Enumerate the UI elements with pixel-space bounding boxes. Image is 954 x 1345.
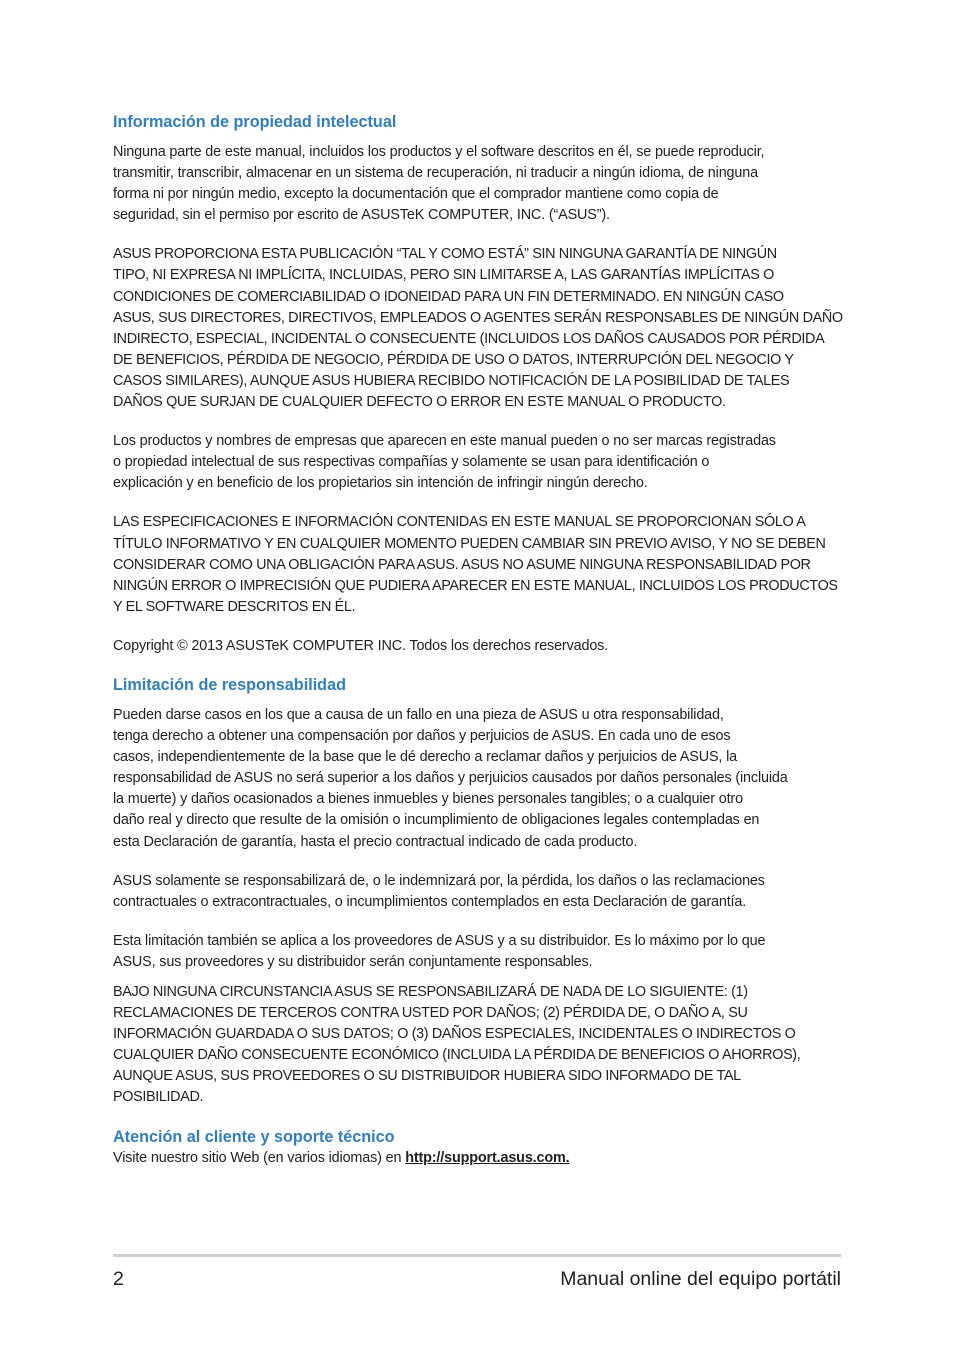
support-paragraph	[113, 1148, 843, 1169]
text-line: Copyright © 2013 ASUSTeK COMPUTER INC. Todos los derechos reservados.	[113, 637, 609, 654]
text-line: DE BENEFICIOS, PÉRDIDA DE NEGOCIO, PÉRDIDA DE USO O DATOS, INTERRUPCIÓN DEL NEGOCIO Y	[113, 351, 794, 368]
text-line: CASOS SIMILARES), AUNQUE ASUS HUBIERA RECIBIDO NOTIFICACIÓN DE LA POSIBILIDAD DE TALES	[113, 372, 790, 389]
text-line: NINGÚN ERROR O IMPRECISIÓN QUE PUDIERA APARECER EN ESTE MANUAL, INCLUIDOS LOS PRODUCTOS	[113, 577, 838, 594]
text-line: AUNQUE ASUS, SUS PROVEEDORES O SU DISTRIBUIDOR HUBIERA SIDO INFORMADO DE TAL	[113, 1068, 741, 1085]
text-line: Ninguna parte de este manual, incluidos los productos y el software descritos en él, se puede reproducir,	[113, 144, 765, 160]
text-line: ASUS, SUS DIRECTORES, DIRECTIVOS, EMPLEADOS O AGENTES SERÁN RESPONSABLES DE NINGÚN DAÑO	[113, 309, 843, 326]
heading-limitation-of-liability: Limitación de responsabilidad	[113, 675, 346, 694]
text-line: BAJO NINGUNA CIRCUNSTANCIA ASUS SE RESPONSABILIZARÁ DE NADA DE LO SIGUIENTE: (1)	[113, 984, 748, 1000]
text-line: Esta limitación también se aplica a los proveedores de ASUS y a su distribuidor. Es lo máximo por lo que	[113, 932, 766, 949]
text-line: transmitir, transcribir, almacenar en un sistema de recuperación, ni traducir a ningún idioma, de ninguna	[113, 165, 758, 182]
page-number: 2	[113, 1268, 124, 1290]
support-link[interactable]: http://support.asus.com.	[405, 1149, 570, 1166]
text-line: TÍTULO INFORMATIVO Y EN CUALQUIER MOMENTO PUEDEN CAMBIAR SIN PREVIO AVISO, Y NO SE DEBEN	[113, 535, 826, 552]
text-line: INDIRECTO, ESPECIAL, INCIDENTAL O CONSECUENTE (INCLUIDOS LOS DAÑOS CAUSADOS POR PÉRDIDA	[113, 330, 825, 347]
text-line: POSIBILIDAD.	[113, 1089, 204, 1106]
text-line: CONDICIONES DE COMERCIABILIDAD O IDONEIDAD PARA UN FIN DETERMINADO. EN NINGÚN CASO	[113, 288, 784, 305]
text-line: forma ni por ningún medio, excepto la documentación que el comprador mantiene como copia de	[113, 186, 719, 203]
ip-paragraph-3	[113, 431, 843, 494]
text-line: responsabilidad de ASUS no será superior a los daños y perjuicios causados por daños personales (incluida	[113, 770, 788, 787]
ip-paragraph-1	[113, 142, 843, 226]
footer-divider	[113, 1254, 841, 1257]
ip-paragraph-4	[113, 512, 843, 617]
heading-customer-support: Atención al cliente y soporte técnico	[113, 1127, 395, 1146]
liability-paragraph-1	[113, 705, 843, 853]
text-line: ASUS solamente se responsabilizará de, o le indemnizará por, la pérdida, los daños o las reclamaciones	[113, 872, 765, 889]
text-line: Y EL SOFTWARE DESCRITOS EN ÉL.	[113, 598, 356, 615]
text-line: contractuales o extracontractuales, o incumplimientos contemplados en esta Declaración de garantía.	[113, 893, 747, 910]
text-line: tenga derecho a obtener una compensación por daños y perjuicios de ASUS. En cada uno de esos	[113, 728, 731, 745]
text-line: o propiedad intelectual de sus respectivas compañías y solamente se usan para identificación o	[113, 454, 710, 471]
text-line: RECLAMACIONES DE TERCEROS CONTRA USTED POR DAÑOS; (2) PÉRDIDA DE, O DAÑO A, SU	[113, 1005, 748, 1022]
text-line: Los productos y nombres de empresas que aparecen en este manual pueden o no ser marcas registradas	[113, 433, 776, 450]
copyright-notice	[113, 636, 843, 657]
text-line: LAS ESPECIFICACIONES E INFORMACIÓN CONTENIDAS EN ESTE MANUAL SE PROPORCIONAN SÓLO A	[113, 514, 806, 531]
text-line: esta Declaración de garantía, hasta el precio contractual indicado de cada producto.	[113, 833, 638, 850]
liability-paragraph-4	[113, 982, 843, 1109]
ip-paragraph-2	[113, 244, 843, 413]
text-line: DAÑOS QUE SURJAN DE CUALQUIER DEFECTO O ERROR EN ESTE MANUAL O PRODUCTO.	[113, 394, 726, 411]
text-line: ASUS PROPORCIONA ESTA PUBLICACIÓN “TAL Y COMO ESTÁ” SIN NINGUNA GARANTÍA DE NINGÚN	[113, 246, 777, 263]
text-line: ASUS, sus proveedores y su distribuidor serán conjuntamente responsables.	[113, 953, 593, 970]
text-line: CUALQUIER DAÑO CONSECUENTE ECONÓMICO (INCLUIDA LA PÉRDIDA DE BENEFICIOS O AHORROS),	[113, 1047, 801, 1064]
document-body	[113, 112, 843, 1187]
text-line: seguridad, sin el permiso por escrito de ASUSTeK COMPUTER, INC. (“ASUS”).	[113, 207, 610, 224]
text-line: explicación y en beneficio de los propietarios sin intención de infringir ningún derecho.	[113, 475, 648, 492]
liability-paragraph-3	[113, 931, 843, 973]
text-line: INFORMACIÓN GUARDADA O SUS DATOS; O (3) DAÑOS ESPECIALES, INCIDENTALES O INDIRECTOS O	[113, 1026, 796, 1043]
text-line: casos, independientemente de la base que le dé derecho a reclamar daños y perjuicios de ASUS, la	[113, 749, 737, 766]
support-text: Visite nuestro sitio Web (en varios idiomas) en	[113, 1149, 406, 1166]
heading-intellectual-property: Información de propiedad intelectual	[113, 113, 397, 131]
text-line: daño real y directo que resulte de la omisión o incumplimiento de obligaciones legales contempladas en	[113, 812, 760, 829]
text-line: la muerte) y daños ocasionados a bienes inmuebles y bienes personales tangibles; o a cualquier otro	[113, 791, 743, 808]
text-line: Pueden darse casos en los que a causa de un fallo en una pieza de ASUS u otra responsabilidad,	[113, 706, 724, 723]
liability-paragraph-2	[113, 871, 843, 913]
text-line: TIPO, NI EXPRESA NI IMPLÍCITA, INCLUIDAS, PERO SIN LIMITARSE A, LAS GARANTÍAS IMPLÍCITAS O	[113, 267, 775, 284]
footer-manual-title: Manual online del equipo portátil	[560, 1268, 841, 1290]
text-line: CONSIDERAR COMO UNA OBLIGACIÓN PARA ASUS. ASUS NO ASUME NINGUNA RESPONSABILIDAD POR	[113, 556, 811, 573]
